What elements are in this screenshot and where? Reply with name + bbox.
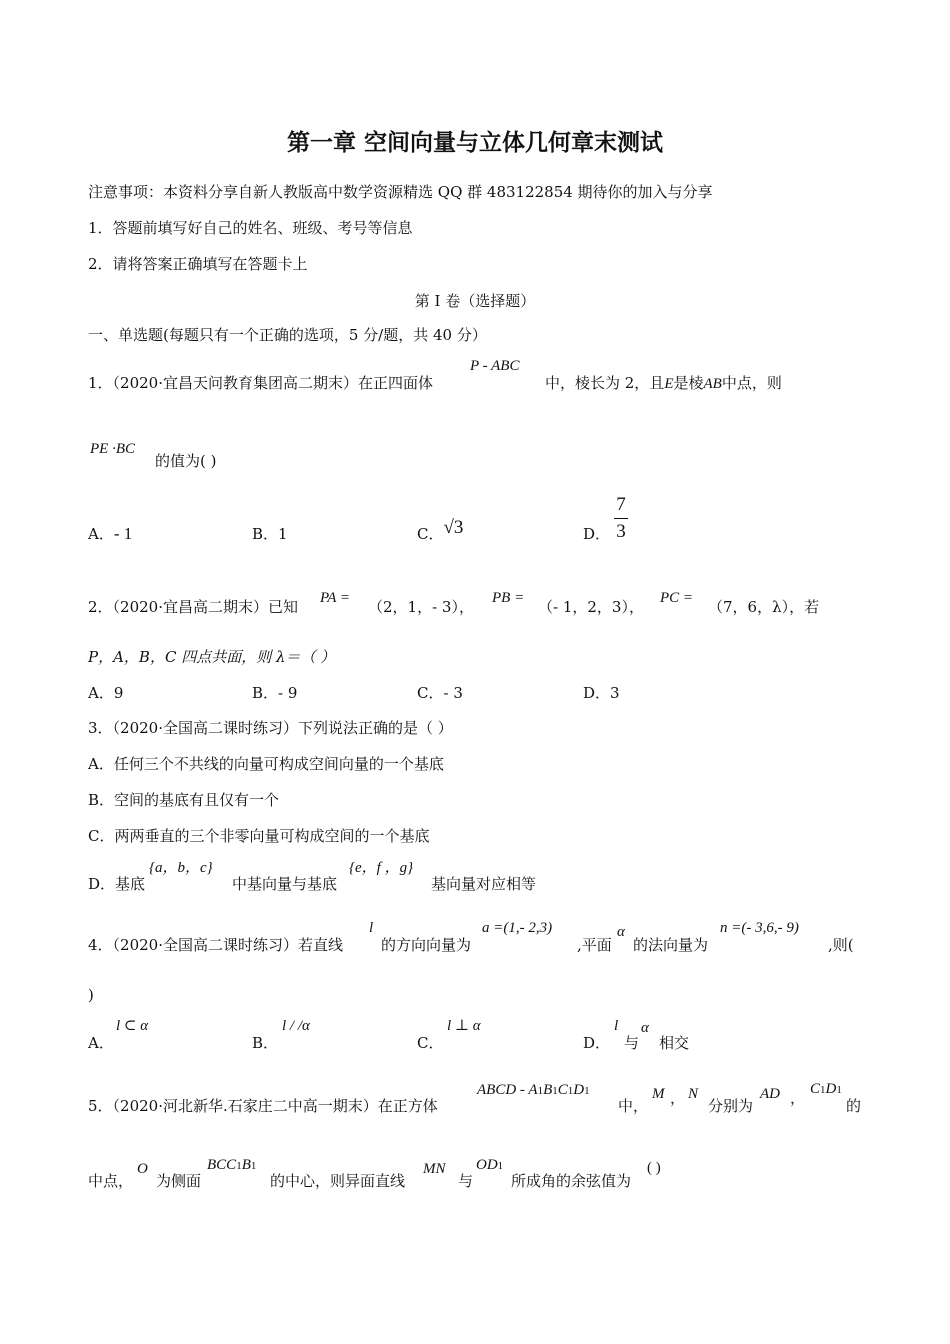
q1-option-d-numerator: 7 [616,494,626,515]
q1-point-e: E [664,376,674,392]
q5-with: 与 [458,1172,474,1190]
q4-option-d-end: 相交 [659,1034,690,1052]
q5-line2-a: 中点， [88,1172,134,1190]
q3-basis-abc: {a，b，c} [149,860,213,876]
q2-vector-pc: PC = [660,590,694,606]
q5-comma-2: ， [790,1089,806,1107]
fraction-bar [614,518,628,519]
q5-cube-b: B [543,1082,553,1098]
q1-option-a-value: - 1 [113,524,133,543]
q2-vector-pa: PA = [320,590,350,606]
q5-b1-letter: B [241,1157,251,1173]
instruction-1: 1．答题前填写好自己的姓名、班级、考号等信息 [88,219,413,237]
q4-option-c-math: l ⊥ α [447,1018,481,1034]
page-title: 第一章 空间向量与立体几何章末测试 [286,130,663,156]
q4-option-a-math: l ⊂ α [116,1018,149,1034]
q2-option-c: C．- 3 [417,684,463,702]
q4-option-b-label: B． [252,1034,279,1052]
q4-option-d-label: D． [583,1034,611,1052]
q5-answer-paren: ( ) [647,1160,661,1176]
q5-line2-c: 的中心，则异面直线 [270,1172,406,1190]
q1-stem-c: 是棱 [673,374,704,392]
q2-stem-line2: P，A，B，C 四点共面，则 λ＝（ ） [88,648,336,666]
q4-option-c-label: C． [417,1034,444,1052]
q5-cube-sub-a: 1 [537,1085,544,1097]
q5-line-mn: MN [423,1161,446,1177]
q5-c1-letter: C [810,1081,821,1097]
q2-vector-pb-value: （- 1，2，3）， [538,598,644,616]
q1-math-tetrahedron: P - ABC [470,358,520,374]
q4-option-d-line: l [614,1018,619,1034]
q5-od-sub: 1 [497,1160,504,1172]
q5-bcc-letters: BCC [207,1157,237,1173]
q1-option-d-fraction [614,494,628,543]
q1-option-a [88,524,132,544]
q5-edge-ad: AD [760,1086,780,1102]
q3-option-b: B．空间的基底有且仅有一个 [88,791,280,809]
q5-cube-c: C [557,1082,568,1098]
q5-stem-d: 的 [846,1097,862,1115]
q1-option-a-label: A． [88,525,114,543]
q2-option-b: B．- 9 [252,684,298,702]
q3-option-a: A．任何三个不共线的向量可构成空间向量的一个基底 [88,755,444,773]
q5-line-od1 [476,1155,503,1176]
q5-edge-c1d1 [810,1079,842,1100]
q3-stem: 3．（2020·全国高二课时练习）下列说法正确的是（ ） [88,719,453,737]
q5-cube-sub-d: 1 [584,1085,590,1097]
q2-vector-pc-value: （7，6，λ），若 [708,598,820,616]
q4-option-d-with: 与 [624,1034,640,1052]
q4-stem-c: ,平面 [577,936,612,954]
q5-bcc-sub: 1 [236,1160,242,1172]
q1-option-b: B．1 [252,525,288,543]
q1-stem-b-text: 中，棱长为 2，且 [545,374,665,392]
section-label: 第 I 卷（选择题） [414,292,536,310]
q5-line2-d: 所成角的余弦值为 [511,1172,632,1190]
q1-option-c-label: C． [417,525,444,543]
q1-stem-e: 的值为( ) [155,452,217,470]
q4-normal-vector: n =(- 3,6,- 9) [720,920,799,936]
q5-line2-b: 为侧面 [156,1172,202,1190]
q4-stem-b: 的方向向量为 [381,936,472,954]
q2-option-a: A．9 [88,684,124,702]
q5-stem-a: 5．（2020·河北新华.石家庄二中高一期末）在正方体 [88,1097,438,1115]
q5-od-letters: OD [476,1157,498,1173]
q1-edge-ab: AB [703,376,722,392]
q5-c1-sub: 1 [820,1084,826,1096]
q4-stem-close: ) [88,986,94,1004]
q5-cube-sub-b: 1 [552,1085,558,1097]
q3-option-d-b: 中基向量与基底 [232,875,338,893]
q1-option-d-label: D． [583,525,611,543]
q5-d1-letter: D [825,1081,837,1097]
q4-option-b-math: l / /α [282,1018,310,1034]
q3-option-c: C．两两垂直的三个非零向量可构成空间的一个基底 [88,827,430,845]
q3-basis-efg: {e，f ，g} [349,860,414,876]
q1-stem-a: 1．（2020·宜昌天问教育集团高二期末）在正四面体 [88,374,433,392]
q4-plane-alpha: α [617,924,625,940]
q1-stem-d: 中点，则 [721,374,782,392]
q2-vector-pb: PB = [492,590,525,606]
q4-line-l: l [369,920,374,936]
q4-option-d-alpha: α [641,1020,649,1036]
q4-stem-e: ,则( [828,936,854,954]
q5-point-n: N [688,1086,699,1102]
q3-option-d-c: 基向量对应相等 [431,875,537,893]
q5-d1-sub: 1 [836,1084,842,1096]
q2-stem-a: 2．（2020·宜昌高二期末）已知 [88,598,298,616]
q1-option-c [417,517,464,544]
q5-cube-d: D [573,1082,585,1098]
q5-cube-sub-c: 1 [567,1085,574,1097]
notice: 注意事项：本资料分享自新人教版高中数学资源精选 QQ 群 483122854 期待你的加入与分享 [88,183,713,201]
q5-cube [477,1080,590,1101]
instruction-2: 2．请将答案正确填写在答题卡上 [88,255,308,273]
q1-option-c-value: √3 [443,517,464,538]
q5-comma: ， [670,1089,686,1107]
q3-option-d-a: D．基底 [88,875,146,893]
q5-stem-b: 中， [618,1097,649,1115]
q5-point-m: M [652,1086,665,1102]
q5-cube-base: ABCD - A [477,1082,538,1098]
q5-stem-c: 分别为 [708,1097,754,1115]
q2-vector-pa-value: （2，1，- 3）， [368,598,474,616]
q1-math-dot-product: PE ·BC [90,441,135,457]
part-heading: 一、单选题(每题只有一个正确的选项，5 分/题，共 40 分） [88,326,487,344]
q5-b1-sub: 1 [250,1160,257,1172]
q4-stem-d: 的法向量为 [633,936,709,954]
q2-option-d: D．3 [583,684,620,702]
q5-face-bcc1b1 [207,1155,256,1176]
q4-option-a-label: A． [88,1034,114,1052]
q5-point-o: O [137,1161,148,1177]
q4-stem-a: 4．（2020·全国高二课时练习）若直线 [88,936,343,954]
q4-direction-vector: a =(1,- 2,3) [482,920,553,936]
q1-stem-b [545,373,782,394]
q1-option-d-denominator: 3 [616,521,626,542]
